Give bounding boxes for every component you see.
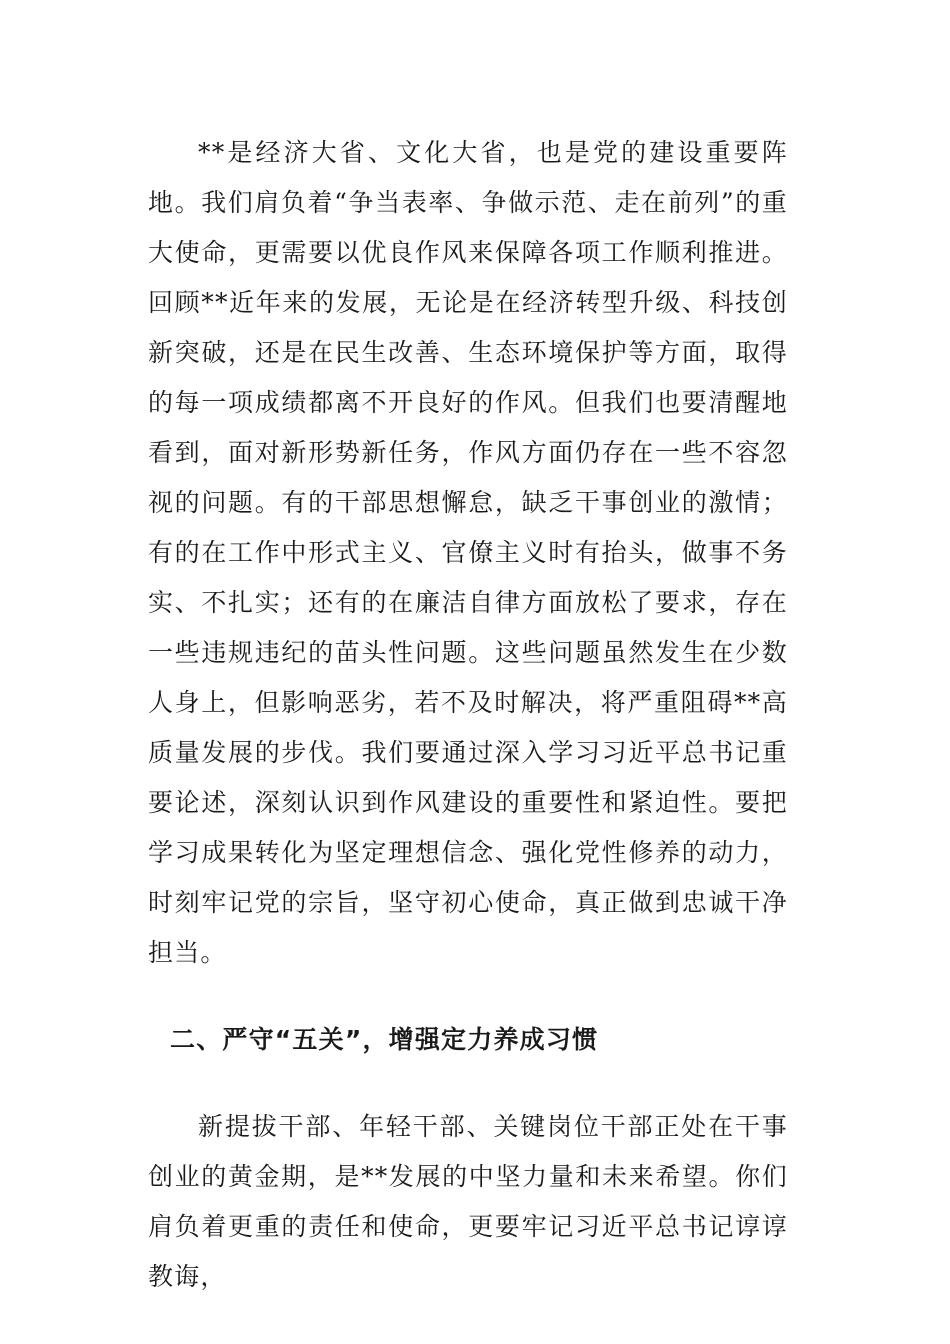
document-body [148, 128, 788, 1302]
body-paragraph: 新提拔干部、年轻干部、关键岗位干部正处在干事创业的黄金期，是**发展的中坚力量和未来希望。你们肩负着更重的责任和使命，更要牢记习近平总书记谆谆教诲， [148, 1112, 788, 1291]
body-paragraph: **是经济大省、文化大省，也是党的建设重要阵地。我们肩负着“争当表率、争做示范、走在前列”的重大使命，更需要以优良作风来保障各项工作顺利推进。回顾**近年来的发展，无论是在经济转型升级、科技创新突破，还是在民生改善、生态环境保护等方面，取得的每一项成绩都离不开良好的作风。但我们也要清醒地看到，面对新形势新任务，作风方面仍存在一些不容忽视的问题。有的干部思想懈怠，缺乏干事创业的激情；有的在工作中形式主义、官僚主义时有抬头，做事不务实、不扎实；还有的在廉洁自律方面放松了要求，存在一些违规违纪的苗头性问题。这些问题虽然发生在少数人身上，但影响恶劣，若不及时解决，将严重阻碍**高质量发展的步伐。我们要通过深入学习习近平总书记重要论述，深刻认识到作风建设的重要性和紧迫性。要把学习成果转化为坚定理想信念、强化党性修养的动力，时刻牢记党的宗旨，坚守初心使命，真正做到忠诚干净担当。 [148, 138, 788, 967]
section-heading: 二、严守“五关”，增强定力养成习惯 [170, 1025, 599, 1054]
